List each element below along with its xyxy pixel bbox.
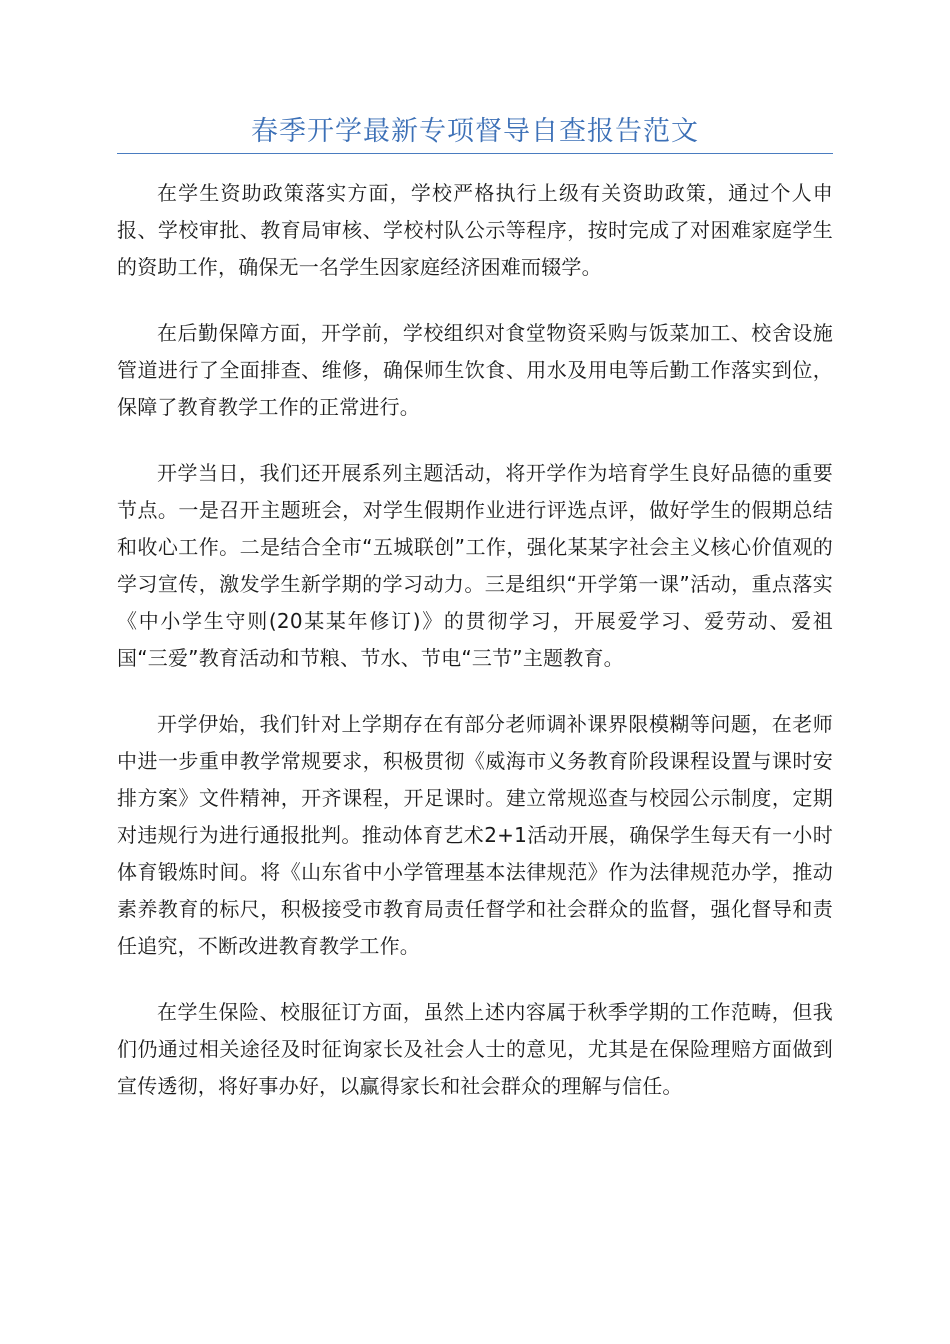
document-body — [117, 175, 833, 1134]
paragraph-teaching-regulations: 开学伊始，我们针对上学期存在有部分老师调补课界限模糊等问题，在老师中进一步重申教学常规要求，积极贯彻《威海市义务教育阶段课程设置与课时安排方案》文件精神，开齐课程，开足课时。建立常规巡查与校园公示制度，定期对违规行为进行通报批判。推动体育艺术2+1活动开展，确保学生每天有一小时体育锻炼时间。将《山东省中小学管理基本法律规范》作为法律规范办学，推动素养教育的标尺，积极接受市教育局责任督学和社会群众的监督，强化督导和责任追究，不断改进教育教学工作。 — [117, 712, 833, 958]
document-title: 春季开学最新专项督导自查报告范文 — [251, 116, 699, 147]
paragraph-logistics: 在后勤保障方面，开学前，学校组织对食堂物资采购与饭菜加工、校舍设施管道进行了全面排查、维修，确保师生饮食、用水及用电等后勤工作落实到位，保障了教育教学工作的正常进行。 — [117, 321, 833, 419]
paragraph-opening-day-activities: 开学当日，我们还开展系列主题活动，将开学作为培育学生良好品德的重要节点。一是召开主题班会，对学生假期作业进行评选点评，做好学生的假期总结和收心工作。二是结合全市“五城联创”工作，强化某某字社会主义核心价值观的学习宣传，激发学生新学期的学习动力。三是组织“开学第一课”活动，重点落实《中小学生守则(20某某年修订)》的贯彻学习，开展爱学习、爱劳动、爱祖国“三爱”教育活动和节粮、节水、节电“三节”主题教育。 — [117, 461, 833, 670]
paragraph-insurance-uniforms: 在学生保险、校服征订方面，虽然上述内容属于秋季学期的工作范畴，但我们仍通过相关途径及时征询家长及社会人士的意见，尤其是在保险理赔方面做到宣传透彻，将好事办好，以赢得家长和社会群众的理解与信任。 — [117, 1000, 833, 1098]
paragraph-student-aid: 在学生资助政策落实方面，学校严格执行上级有关资助政策，通过个人申报、学校审批、教育局审核、学校村队公示等程序，按时完成了对困难家庭学生的资助工作，确保无一名学生因家庭经济困难而辍学。 — [117, 181, 833, 279]
title-underline — [117, 153, 833, 154]
